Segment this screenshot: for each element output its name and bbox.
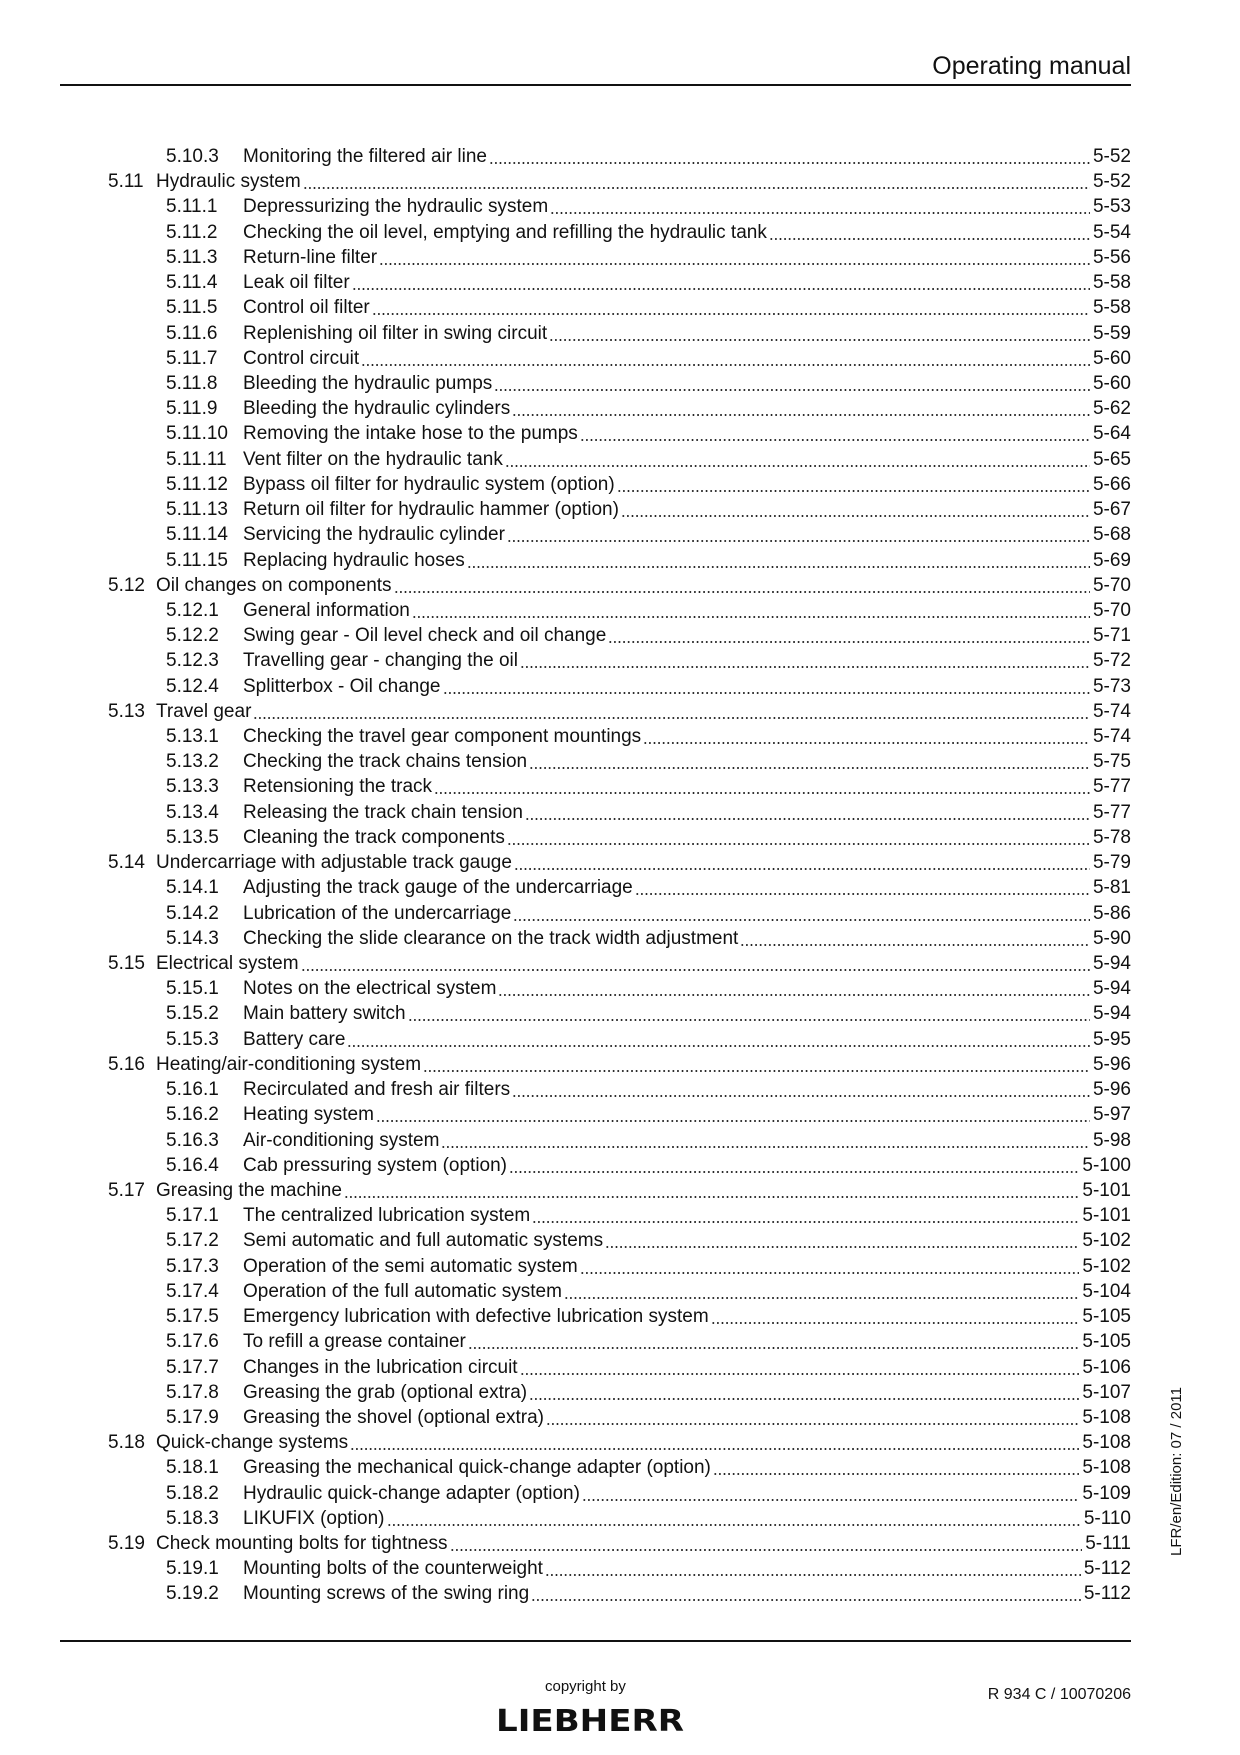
toc-entry-title: Adjusting the track gauge of the undercarriage — [243, 877, 633, 899]
toc-entry-number: 5.19 — [108, 1533, 145, 1555]
toc-entry-title: Control oil filter — [243, 297, 370, 319]
toc-subsection-entry — [60, 1506, 1131, 1531]
toc-entry-page: 5-96 — [1092, 1079, 1131, 1101]
toc-entry-number: 5.18 — [108, 1432, 145, 1454]
toc-entry-number: 5.11.4 — [166, 272, 218, 294]
toc-entry-number: 5.17 — [108, 1179, 145, 1201]
toc-subsection-entry — [60, 1254, 1131, 1279]
toc-entry-number: 5.12.1 — [166, 599, 219, 621]
toc-subsection-entry — [60, 1556, 1131, 1581]
toc-subsection-entry — [60, 1102, 1131, 1127]
toc-entry-number: 5.18.3 — [166, 1507, 219, 1529]
toc-dot-leader — [387, 1506, 1081, 1531]
toc-entry-title: Greasing the mechanical quick-change adapter (option) — [243, 1457, 711, 1479]
toc-dot-leader — [769, 220, 1090, 245]
toc-entry-title: Hydraulic system — [156, 171, 301, 193]
toc-dot-leader — [467, 548, 1090, 573]
toc-entry-title: Removing the intake hose to the pumps — [243, 423, 578, 445]
footer-rule — [60, 1640, 1131, 1642]
toc-entry-title: Cab pressuring system (option) — [243, 1154, 507, 1176]
toc-entry-title: Return oil filter for hydraulic hammer (option) — [243, 499, 619, 521]
toc-entry-page: 5-97 — [1092, 1104, 1131, 1126]
toc-subsection-entry — [60, 1077, 1131, 1102]
toc-entry-title: Operation of the full automatic system — [243, 1280, 562, 1302]
toc-entry-number: 5.11.13 — [166, 499, 228, 521]
toc-subsection-entry — [60, 1581, 1131, 1606]
toc-dot-leader — [507, 825, 1090, 850]
toc-dot-leader — [545, 1556, 1081, 1581]
toc-subsection-entry — [60, 901, 1131, 926]
toc-dot-leader — [450, 1531, 1083, 1556]
toc-entry-title: Return-line filter — [243, 246, 378, 268]
toc-subsection-entry — [60, 774, 1131, 799]
toc-dot-leader — [532, 1203, 1079, 1228]
toc-entry-title: Quick-change systems — [156, 1432, 349, 1454]
toc-entry-number: 5.11 — [108, 171, 144, 193]
toc-entry-title: Semi automatic and full automatic systems — [243, 1230, 604, 1252]
toc-entry-page: 5-94 — [1092, 953, 1131, 974]
toc-entry-title: Main battery switch — [243, 1003, 406, 1025]
toc-dot-leader — [513, 901, 1090, 926]
toc-dot-leader — [635, 875, 1090, 900]
toc-entry-title: Depressurizing the hydraulic system — [243, 196, 549, 218]
toc-entry-page: 5-112 — [1083, 1558, 1131, 1580]
toc-dot-leader — [361, 346, 1090, 371]
toc-dot-leader — [529, 1380, 1079, 1405]
toc-dot-leader — [489, 144, 1090, 169]
toc-entry-page: 5-74 — [1092, 726, 1131, 748]
toc-entry-number: 5.11.12 — [166, 473, 228, 495]
toc-subsection-entry — [60, 1153, 1131, 1178]
toc-entry-title: Vent filter on the hydraulic tank — [243, 448, 503, 470]
toc-entry-number: 5.15.1 — [166, 978, 219, 1000]
toc-entry-number: 5.13.3 — [166, 776, 219, 798]
toc-entry-number: 5.13.5 — [166, 826, 219, 848]
toc-subsection-entry — [60, 548, 1131, 573]
toc-entry-title: Splitterbox - Oil change — [243, 675, 441, 697]
toc-entry-number: 5.12.4 — [166, 675, 219, 697]
toc-subsection-entry — [60, 1203, 1131, 1228]
toc-entry-number: 5.11.7 — [166, 347, 218, 369]
toc-entry-number: 5.17.5 — [166, 1306, 219, 1328]
toc-subsection-entry — [60, 800, 1131, 825]
toc-dot-leader — [505, 447, 1090, 472]
toc-entry-page: 5-102 — [1082, 1230, 1131, 1252]
toc-entry-page: 5-65 — [1092, 448, 1131, 470]
toc-entry-page: 5-67 — [1092, 499, 1131, 521]
toc-subsection-entry — [60, 497, 1131, 522]
toc-entry-number: 5.15.2 — [166, 1003, 219, 1025]
toc-entry-number: 5.14.2 — [166, 902, 219, 924]
toc-entry-page: 5-52 — [1092, 171, 1131, 193]
toc-entry-title: Lubrication of the undercarriage — [243, 902, 512, 924]
toc-dot-leader — [412, 598, 1090, 623]
toc-entry-number: 5.11.11 — [166, 448, 227, 470]
toc-entry-title: Control circuit — [243, 347, 360, 369]
toc-subsection-entry — [60, 875, 1131, 900]
toc-entry-page: 5-68 — [1092, 524, 1131, 546]
toc-entry-title: LIKUFIX (option) — [243, 1507, 385, 1529]
toc-entry-page: 5-77 — [1092, 776, 1131, 798]
toc-subsection-entry — [60, 749, 1131, 774]
toc-entry-page: 5-60 — [1092, 372, 1131, 394]
toc-entry-title: Recirculated and fresh air filters — [243, 1079, 511, 1101]
toc-entry-number: 5.14.3 — [166, 927, 219, 949]
toc-subsection-entry — [60, 1279, 1131, 1304]
toc-dot-leader — [512, 396, 1090, 421]
toc-entry-page: 5-72 — [1092, 650, 1131, 672]
toc-entry-number: 5.12.3 — [166, 650, 219, 672]
toc-dot-leader — [514, 850, 1090, 875]
toc-entry-number: 5.15.3 — [166, 1028, 219, 1050]
toc-dot-leader — [379, 245, 1090, 270]
toc-entry-title: Bleeding the hydraulic cylinders — [243, 398, 511, 420]
toc-entry-title: Servicing the hydraulic cylinder — [243, 524, 505, 546]
toc-entry-number: 5.17.4 — [166, 1280, 219, 1302]
toc-entry-title: Bypass oil filter for hydraulic system (option) — [243, 473, 615, 495]
toc-entry-number: 5.11.1 — [166, 196, 218, 218]
toc-entry-page: 5-98 — [1092, 1129, 1131, 1151]
toc-entry-title: Changes in the lubrication circuit — [243, 1356, 518, 1378]
toc-entry-title: Hydraulic quick-change adapter (option) — [243, 1482, 580, 1504]
toc-entry-number: 5.15 — [108, 953, 145, 974]
toc-entry-title: The centralized lubrication system — [243, 1205, 531, 1227]
toc-subsection-entry — [60, 623, 1131, 648]
toc-dot-leader — [529, 749, 1090, 774]
toc-subsection-entry — [60, 1405, 1131, 1430]
toc-entry-page: 5-105 — [1082, 1331, 1131, 1353]
toc-entry-number: 5.10.3 — [166, 146, 219, 167]
toc-dot-leader — [494, 371, 1090, 396]
toc-subsection-entry — [60, 245, 1131, 270]
logo-wordmark: LIEBHERR — [496, 1704, 684, 1736]
toc-dot-leader — [468, 1329, 1080, 1354]
toc-entry-page: 5-108 — [1082, 1406, 1131, 1428]
toc-entry-title: Greasing the shovel (optional extra) — [243, 1406, 544, 1428]
toc-dot-leader — [740, 926, 1090, 951]
page-header-title: Operating manual — [932, 52, 1131, 80]
toc-entry-title: Releasing the track chain tension — [243, 801, 523, 823]
toc-entry-page: 5-52 — [1092, 146, 1131, 167]
toc-entry-title: Checking the track chains tension — [243, 751, 528, 773]
toc-dot-leader — [394, 573, 1090, 598]
toc-dot-leader — [711, 1304, 1080, 1329]
toc-entry-number: 5.17.1 — [166, 1205, 219, 1227]
toc-entry-number: 5.11.14 — [166, 524, 228, 546]
toc-entry-number: 5.16.3 — [166, 1129, 219, 1151]
toc-section-entry — [60, 1052, 1131, 1077]
toc-entry-number: 5.14.1 — [166, 877, 219, 899]
toc-dot-leader — [423, 1052, 1090, 1077]
toc-subsection-entry — [60, 447, 1131, 472]
toc-subsection-entry — [60, 1001, 1131, 1026]
toc-dot-leader — [303, 169, 1090, 194]
toc-entry-number: 5.16.1 — [166, 1079, 219, 1101]
toc-entry-number: 5.13.4 — [166, 801, 219, 823]
toc-entry-title: Greasing the machine — [156, 1179, 342, 1201]
toc-entry-page: 5-112 — [1083, 1583, 1131, 1605]
toc-entry-page: 5-81 — [1092, 877, 1131, 899]
toc-entry-page: 5-94 — [1092, 1003, 1131, 1025]
toc-entry-number: 5.16.2 — [166, 1104, 219, 1126]
toc-entry-page: 5-96 — [1092, 1053, 1131, 1075]
toc-entry-title: Leak oil filter — [243, 272, 350, 294]
toc-dot-leader — [372, 295, 1090, 320]
toc-dot-leader — [408, 1001, 1090, 1026]
toc-entry-number: 5.17.2 — [166, 1230, 219, 1252]
toc-subsection-entry — [60, 1304, 1131, 1329]
toc-entry-page: 5-95 — [1092, 1028, 1131, 1050]
toc-entry-page: 5-101 — [1082, 1179, 1131, 1201]
toc-subsection-entry — [60, 396, 1131, 421]
toc-entry-page: 5-53 — [1092, 196, 1131, 218]
toc-dot-leader — [509, 1153, 1079, 1178]
edition-note: LFR/en/Edition: 07 / 2011 — [1168, 1387, 1185, 1556]
toc-entry-page: 5-101 — [1082, 1205, 1131, 1227]
toc-entry-page: 5-79 — [1092, 852, 1131, 874]
toc-dot-leader — [608, 623, 1090, 648]
toc-entry-number: 5.17.3 — [166, 1255, 219, 1277]
toc-entry-page: 5-64 — [1092, 423, 1131, 445]
toc-entry-number: 5.13.2 — [166, 751, 219, 773]
toc-dot-leader — [512, 1077, 1090, 1102]
toc-entry-page: 5-102 — [1082, 1255, 1131, 1277]
toc-entry-number: 5.17.9 — [166, 1406, 219, 1428]
toc-entry-page: 5-59 — [1092, 322, 1131, 344]
toc-entry-number: 5.19.2 — [166, 1583, 219, 1605]
toc-entry-page: 5-105 — [1082, 1306, 1131, 1328]
toc-dot-leader — [443, 674, 1090, 699]
toc-subsection-entry — [60, 1380, 1131, 1405]
toc-subsection-entry — [60, 1228, 1131, 1253]
toc-entry-number: 5.11.5 — [166, 297, 218, 319]
toc-dot-leader — [498, 976, 1090, 1001]
toc-entry-title: Operation of the semi automatic system — [243, 1255, 578, 1277]
toc-dot-leader — [621, 497, 1090, 522]
toc-subsection-entry — [60, 825, 1131, 850]
toc-entry-title: Greasing the grab (optional extra) — [243, 1381, 528, 1403]
toc-dot-leader — [617, 472, 1090, 497]
toc-entry-title: Mounting bolts of the counterweight — [243, 1558, 543, 1580]
toc-entry-title: Checking the travel gear component mountings — [243, 726, 642, 748]
toc-dot-leader — [520, 648, 1090, 673]
toc-entry-page: 5-70 — [1092, 599, 1131, 621]
toc-subsection-entry — [60, 220, 1131, 245]
toc-entry-page: 5-86 — [1092, 902, 1131, 924]
toc-dot-leader — [531, 1581, 1081, 1606]
toc-entry-title: Electrical system — [156, 953, 299, 974]
toc-entry-number: 5.13.1 — [166, 726, 219, 748]
toc-entry-number: 5.12 — [108, 574, 145, 596]
toc-subsection-entry — [60, 421, 1131, 446]
toc-entry-title: Checking the oil level, emptying and refilling the hydraulic tank — [243, 221, 767, 243]
toc-subsection-entry — [60, 194, 1131, 219]
toc-entry-title: Monitoring the filtered air line — [243, 146, 487, 167]
toc-dot-leader — [713, 1455, 1080, 1480]
toc-entry-page: 5-75 — [1092, 751, 1131, 773]
toc-entry-number: 5.12.2 — [166, 625, 219, 647]
toc-entry-page: 5-106 — [1082, 1356, 1131, 1378]
toc-entry-title: Cleaning the track components — [243, 826, 505, 848]
toc-dot-leader — [643, 724, 1090, 749]
toc-subsection-entry — [60, 295, 1131, 320]
toc-subsection-entry — [60, 321, 1131, 346]
toc-entry-number: 5.18.2 — [166, 1482, 219, 1504]
liebherr-logo — [494, 1704, 686, 1736]
toc-entry-title: Bleeding the hydraulic pumps — [243, 372, 493, 394]
toc-subsection-entry — [60, 1027, 1131, 1052]
toc-entry-page: 5-70 — [1092, 574, 1131, 596]
toc-subsection-entry — [60, 1329, 1131, 1354]
toc-subsection-entry — [60, 926, 1131, 951]
toc-entry-page: 5-74 — [1092, 700, 1131, 722]
toc-entry-number: 5.11.15 — [166, 549, 228, 571]
toc-entry-page: 5-58 — [1092, 297, 1131, 319]
toc-entry-number: 5.18.1 — [166, 1457, 219, 1479]
toc-dot-leader — [376, 1102, 1090, 1127]
toc-entry-title: Battery care — [243, 1028, 346, 1050]
toc-entry-title: Retensioning the track — [243, 776, 433, 798]
toc-entry-number: 5.14 — [108, 852, 145, 874]
toc-entry-title: Replenishing oil filter in swing circuit — [243, 322, 548, 344]
toc-subsection-entry — [60, 371, 1131, 396]
table-of-contents — [60, 144, 1131, 1607]
toc-entry-number: 5.16 — [108, 1053, 145, 1075]
toc-dot-leader — [344, 1178, 1080, 1203]
toc-entry-page: 5-78 — [1092, 826, 1131, 848]
toc-dot-leader — [352, 270, 1090, 295]
toc-section-entry — [60, 951, 1131, 976]
toc-subsection-entry — [60, 1455, 1131, 1480]
toc-dot-leader — [347, 1027, 1090, 1052]
toc-entry-number: 5.11.3 — [166, 246, 218, 268]
toc-entry-title: Checking the slide clearance on the track width adjustment — [243, 927, 739, 949]
toc-entry-number: 5.17.6 — [166, 1331, 219, 1353]
toc-dot-leader — [525, 800, 1090, 825]
toc-entry-title: Travelling gear - changing the oil — [243, 650, 518, 672]
toc-section-entry — [60, 169, 1131, 194]
toc-entry-page: 5-73 — [1092, 675, 1131, 697]
toc-subsection-entry — [60, 674, 1131, 699]
toc-entry-page: 5-77 — [1092, 801, 1131, 823]
toc-entry-page: 5-94 — [1092, 978, 1131, 1000]
toc-entry-title: Emergency lubrication with defective lubrication system — [243, 1306, 709, 1328]
toc-dot-leader — [564, 1279, 1079, 1304]
toc-entry-title: To refill a grease container — [243, 1331, 466, 1353]
toc-section-entry — [60, 1531, 1131, 1556]
toc-entry-title: Undercarriage with adjustable track gauge — [156, 852, 512, 874]
toc-entry-page: 5-110 — [1083, 1507, 1131, 1529]
toc-dot-leader — [507, 522, 1090, 547]
toc-dot-leader — [605, 1228, 1079, 1253]
toc-entry-number: 5.11.9 — [166, 398, 218, 420]
toc-entry-title: General information — [243, 599, 410, 621]
toc-entry-title: Replacing hydraulic hoses — [243, 549, 465, 571]
toc-subsection-entry — [60, 724, 1131, 749]
toc-subsection-entry — [60, 270, 1131, 295]
toc-entry-title: Mounting screws of the swing ring — [243, 1583, 530, 1605]
toc-entry-page: 5-56 — [1092, 246, 1131, 268]
toc-entry-number: 5.13 — [108, 700, 145, 722]
toc-dot-leader — [546, 1405, 1079, 1430]
toc-section-entry — [60, 850, 1131, 875]
toc-entry-number: 5.19.1 — [166, 1558, 219, 1580]
toc-dot-leader — [441, 1128, 1090, 1153]
toc-entry-title: Swing gear - Oil level check and oil change — [243, 625, 607, 647]
toc-entry-number: 5.17.7 — [166, 1356, 219, 1378]
toc-dot-leader — [434, 774, 1090, 799]
toc-dot-leader — [580, 1254, 1080, 1279]
toc-subsection-entry — [60, 976, 1131, 1001]
toc-section-entry — [60, 699, 1131, 724]
document-number: R 934 C / 10070206 — [987, 1686, 1131, 1703]
toc-entry-number: 5.16.4 — [166, 1154, 219, 1176]
copyright-label: copyright by — [545, 1678, 626, 1695]
toc-subsection-entry — [60, 346, 1131, 371]
toc-section-entry — [60, 573, 1131, 598]
toc-subsection-entry — [60, 144, 1131, 169]
toc-subsection-entry — [60, 598, 1131, 623]
toc-entry-page: 5-62 — [1092, 398, 1131, 420]
toc-dot-leader — [582, 1481, 1079, 1506]
toc-entry-page: 5-111 — [1085, 1533, 1131, 1555]
toc-entry-title: Heating/air-conditioning system — [156, 1053, 422, 1075]
toc-entry-page: 5-109 — [1082, 1482, 1131, 1504]
toc-entry-title: Oil changes on components — [156, 574, 392, 596]
toc-dot-leader — [520, 1355, 1080, 1380]
toc-subsection-entry — [60, 472, 1131, 497]
toc-entry-page: 5-66 — [1092, 473, 1131, 495]
toc-entry-number: 5.17.8 — [166, 1381, 219, 1403]
toc-entry-page: 5-90 — [1092, 927, 1131, 949]
toc-dot-leader — [549, 321, 1090, 346]
toc-entry-page: 5-108 — [1082, 1432, 1131, 1454]
toc-entry-page: 5-104 — [1082, 1280, 1131, 1302]
toc-dot-leader — [350, 1430, 1079, 1455]
toc-entry-page: 5-58 — [1092, 272, 1131, 294]
toc-section-entry — [60, 1430, 1131, 1455]
toc-dot-leader — [253, 699, 1090, 724]
toc-entry-title: Travel gear — [156, 700, 252, 722]
toc-dot-leader — [301, 951, 1090, 976]
toc-entry-page: 5-107 — [1082, 1381, 1131, 1403]
toc-entry-title: Notes on the electrical system — [243, 978, 497, 1000]
toc-entry-title: Heating system — [243, 1104, 374, 1126]
toc-entry-title: Check mounting bolts for tightness — [156, 1533, 448, 1555]
toc-subsection-entry — [60, 1128, 1131, 1153]
header-rule — [60, 84, 1131, 86]
toc-dot-leader — [580, 421, 1090, 446]
toc-subsection-entry — [60, 522, 1131, 547]
toc-entry-page: 5-100 — [1082, 1154, 1131, 1176]
toc-entry-page: 5-108 — [1082, 1457, 1131, 1479]
toc-entry-page: 5-54 — [1092, 221, 1131, 243]
toc-entry-page: 5-60 — [1092, 347, 1131, 369]
toc-section-entry — [60, 1178, 1131, 1203]
toc-entry-number: 5.11.2 — [166, 221, 218, 243]
toc-subsection-entry — [60, 1481, 1131, 1506]
toc-dot-leader — [550, 194, 1090, 219]
toc-subsection-entry — [60, 648, 1131, 673]
toc-entry-number: 5.11.8 — [166, 372, 218, 394]
toc-entry-page: 5-69 — [1092, 549, 1131, 571]
toc-entry-number: 5.11.10 — [166, 423, 228, 445]
toc-subsection-entry — [60, 1355, 1131, 1380]
toc-entry-number: 5.11.6 — [166, 322, 218, 344]
toc-entry-title: Air-conditioning system — [243, 1129, 440, 1151]
toc-entry-page: 5-71 — [1092, 625, 1131, 647]
